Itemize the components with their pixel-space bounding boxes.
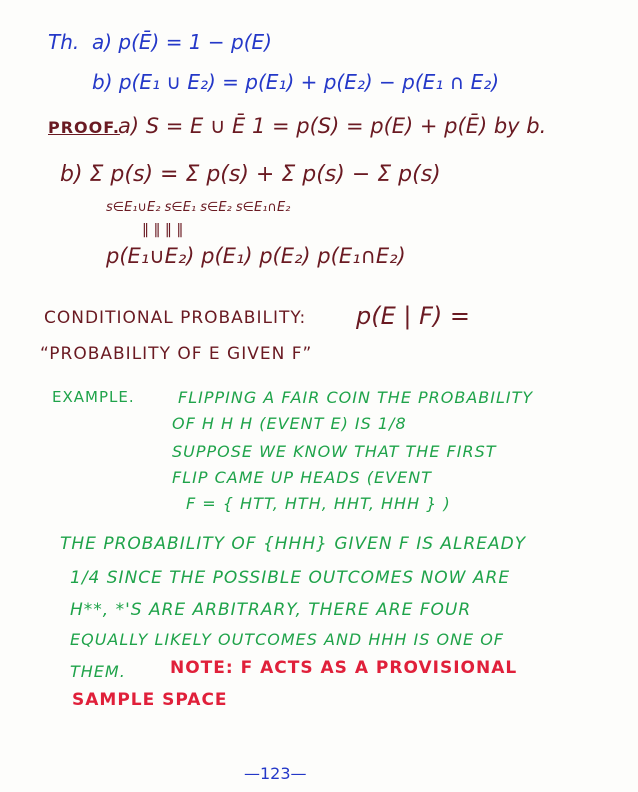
example-line-4: FLIP CAME UP HEADS (EVENT: [172, 468, 432, 487]
paragraph-line-3: H**, *'S ARE ARBITRARY, THERE ARE FOUR: [70, 600, 472, 620]
example-line-3: SUPPOSE WE KNOW THAT THE FIRST: [172, 442, 497, 461]
paragraph-line-4: EQUALLY LIKELY OUTCOMES AND HHH IS ONE OF: [70, 630, 505, 649]
proof-part-a: a) S = E ∪ Ē 1 = p(S) = p(E) + p(Ē) by b.: [118, 114, 547, 138]
conditional-quote: “PROBABILITY OF E GIVEN F”: [40, 344, 313, 364]
example-label: EXAMPLE.: [52, 388, 135, 406]
proof-part-b-sums: b) Σ p(s) = Σ p(s) + Σ p(s) − Σ p(s): [60, 162, 441, 187]
proof-label: PROOF.: [48, 118, 120, 137]
theorem-label: Th.: [48, 30, 80, 54]
example-line-5: F = { HTT, HTH, HHT, HHH } ): [186, 494, 451, 513]
page-number: —123—: [244, 764, 307, 783]
proof-part-b-indices: s∈E₁∪E₂ s∈E₁ s∈E₂ s∈E₁∩E₂: [106, 200, 291, 215]
note-line-2: SAMPLE SPACE: [72, 690, 228, 710]
theorem-part-b: b) p(E₁ ∪ E₂) = p(E₁) + p(E₂) − p(E₁ ∩ E₂): [92, 70, 500, 94]
example-line-1: FLIPPING A FAIR COIN THE PROBABILITY: [178, 388, 534, 407]
note-line-1: NOTE: F ACTS AS A PROVISIONAL: [170, 658, 518, 678]
theorem-part-a: a) p(Ē) = 1 − p(E): [92, 30, 272, 54]
paragraph-line-5: THEM.: [70, 662, 126, 681]
example-line-2: OF H H H (EVENT E) IS 1/8: [172, 414, 407, 433]
conditional-title: CONDITIONAL PROBABILITY:: [44, 308, 307, 328]
proof-part-b-equals: ‖ ‖ ‖ ‖: [142, 222, 184, 238]
paragraph-line-2: 1/4 SINCE THE POSSIBLE OUTCOMES NOW ARE: [70, 568, 511, 588]
conditional-formula: p(E | F) =: [356, 302, 471, 330]
proof-part-b-results: p(E₁∪E₂) p(E₁) p(E₂) p(E₁∩E₂): [106, 244, 406, 268]
paragraph-line-1: THE PROBABILITY OF {HHH} GIVEN F IS ALREADY: [60, 534, 527, 554]
